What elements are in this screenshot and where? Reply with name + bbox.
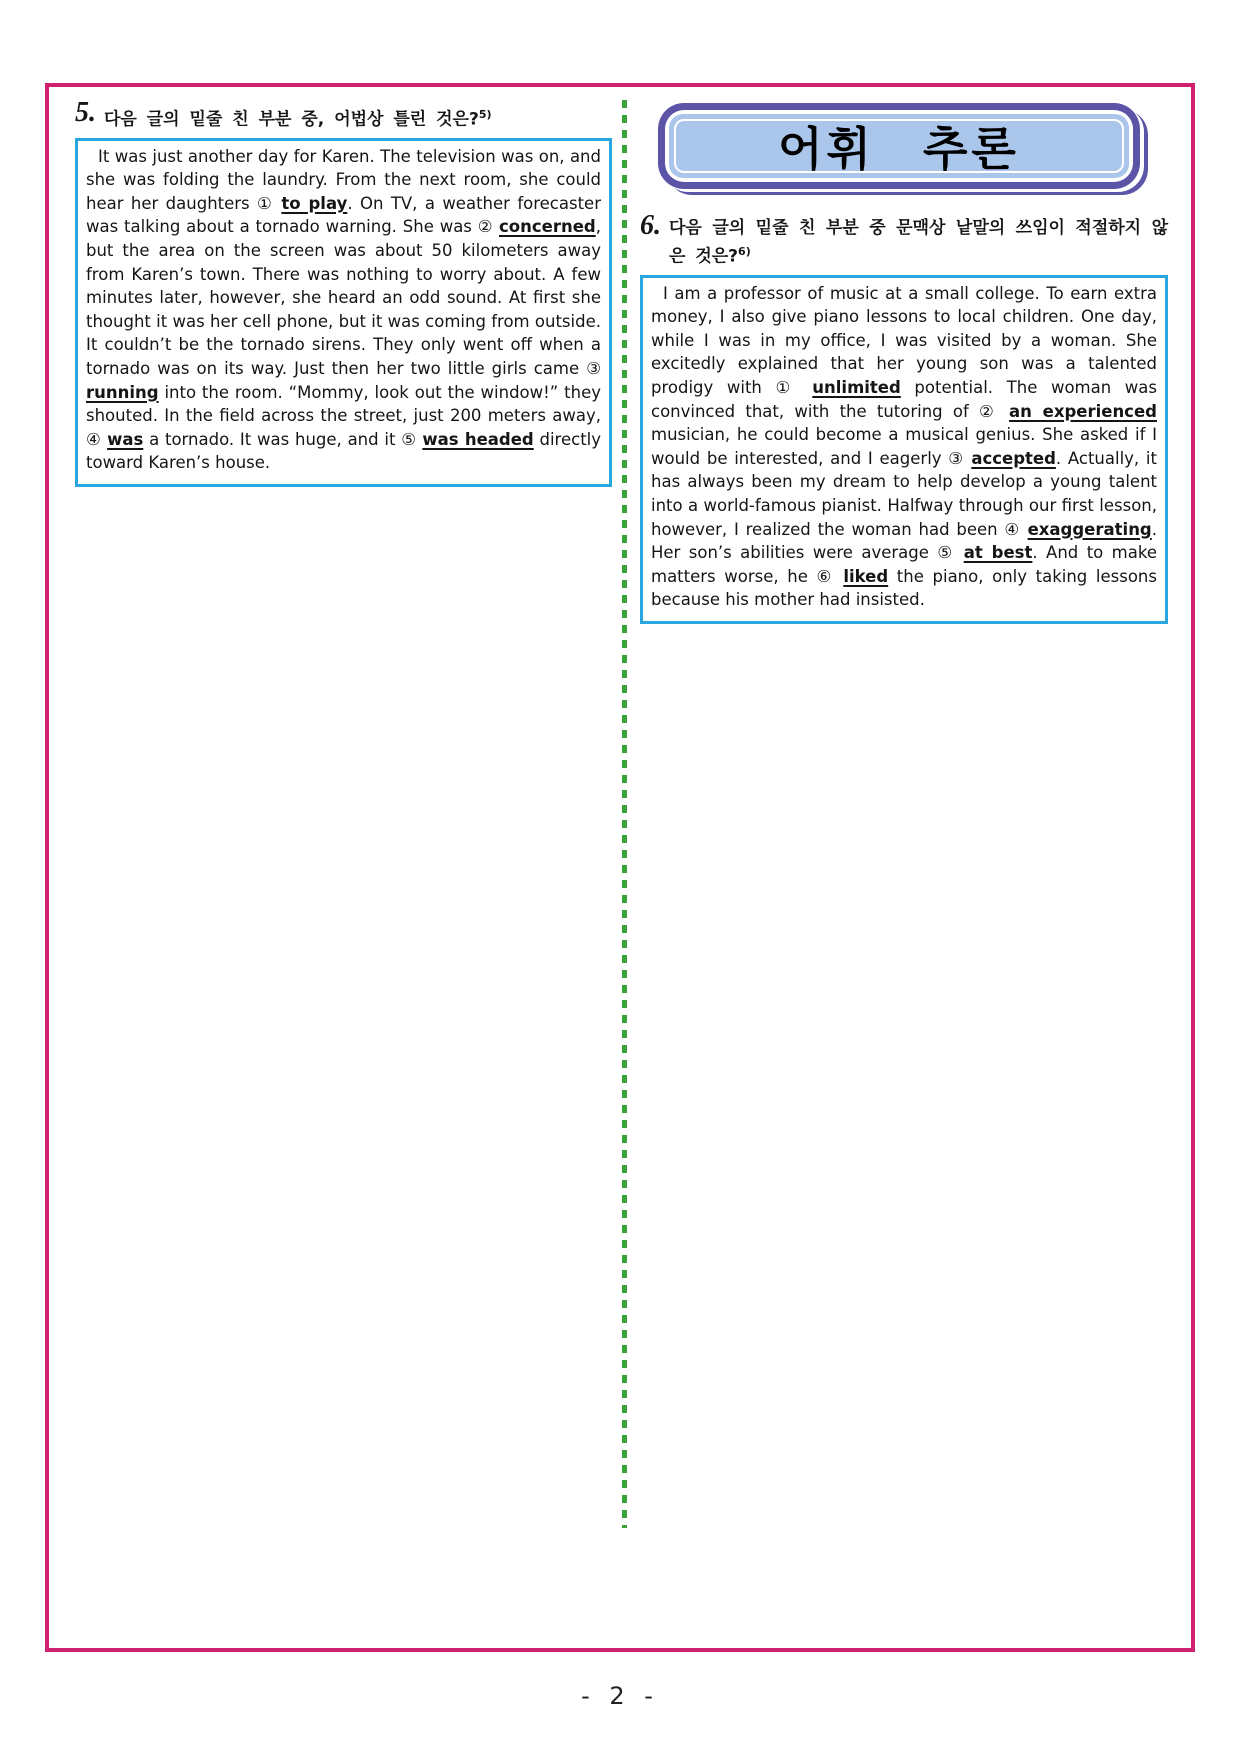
question-6-header [640, 210, 1168, 269]
left-column [75, 97, 612, 487]
question-5-number: 5. [75, 97, 96, 128]
question-6-prompt-text: 다음 글의 밑줄 친 부분 중 문맥상 낱말의 쓰임이 적절하지 않은 것은? [669, 218, 1168, 267]
column-divider [622, 100, 627, 1528]
underlined-choice: unlimited [812, 378, 901, 398]
underlined-choice: accepted [971, 448, 1056, 468]
circled-number: ⑥ [816, 566, 844, 586]
question-5-header [75, 97, 612, 132]
circled-number: ③ [948, 448, 972, 468]
underlined-choice: an experienced [1009, 401, 1157, 421]
section-title: 어휘 추론 [778, 122, 1020, 176]
underlined-choice: was [107, 429, 144, 449]
question-5-footnote: 5) [478, 108, 492, 121]
question-6-footnote: 6) [738, 245, 751, 258]
circled-number: ① [257, 193, 282, 213]
underlined-choice: to play [281, 193, 348, 213]
section-badge [658, 103, 1140, 189]
circled-number: ⑤ [401, 429, 423, 449]
question-5-prompt-text: 다음 글의 밑줄 친 부분 중, 어법상 틀린 것은? [104, 109, 479, 130]
section-badge-inner-ring [665, 110, 1133, 182]
circled-number: ④ [1004, 519, 1028, 539]
underlined-choice: was headed [422, 429, 534, 449]
underlined-choice: exaggerating [1027, 519, 1152, 539]
circled-number: ④ [86, 429, 108, 449]
question-6-passage-box: I am a professor of music at a small college. To earn extra money, I also give piano lessons to local children. One day, while I was in my office, I was visited by a woman. She excitedly explained that her young son was a talented prodigy with ① unlimited potential. The woman was convinced that, with the tutoring of ② an experienced musician, he could become a musical genius. She asked if I would be interested, and I eagerly ③ accepted. Actually, it has always been my dream to help develop a young talent into a world-famous pianist. Halfway through our first lesson, however, I realized the woman had been ④ exaggerating. Her son’s abilities were average ⑤ at best. And to make matters worse, he ⑥ liked the piano, only taking lessons because his mother had insisted. [640, 275, 1168, 624]
underlined-choice: liked [843, 566, 889, 586]
question-6-block [640, 210, 1168, 624]
page-number: - 2 - [581, 1682, 659, 1710]
circled-number: ⑤ [937, 543, 964, 563]
right-column [640, 100, 1168, 624]
section-badge-fill [669, 114, 1129, 178]
underlined-choice: at best [963, 543, 1033, 563]
question-5-prompt [104, 100, 492, 132]
question-6-number: 6. [640, 210, 661, 241]
question-5-passage-box: It was just another day for Karen. The television was on, and she was folding the laundry. From the next room, she could hear her daughters ① to play. On TV, a weather forecaster was talking about a tornado warning. She was ② concerned, but the area on the screen was about 50 kilometers away from Karen’s town. There was nothing to worry about. A few minutes later, however, she heard an odd sound. At first she thought it was her cell phone, but it was coming from outside. It couldn’t be the tornado sirens. They only went off when a tornado was on its way. Just then her two little girls came ③ running into the room. “Mommy, look out the window!” they shouted. In the field across the street, just 200 meters away, ④ was a tornado. It was huge, and it ⑤ was headed directly toward Karen’s house. [75, 138, 612, 487]
circled-number: ② [979, 401, 1010, 421]
circled-number: ① [775, 378, 813, 398]
underlined-choice: concerned [499, 217, 596, 237]
circled-number: ② [477, 217, 499, 237]
underlined-choice: running [86, 382, 159, 402]
question-6-prompt [669, 213, 1168, 269]
circled-number: ③ [586, 359, 601, 378]
